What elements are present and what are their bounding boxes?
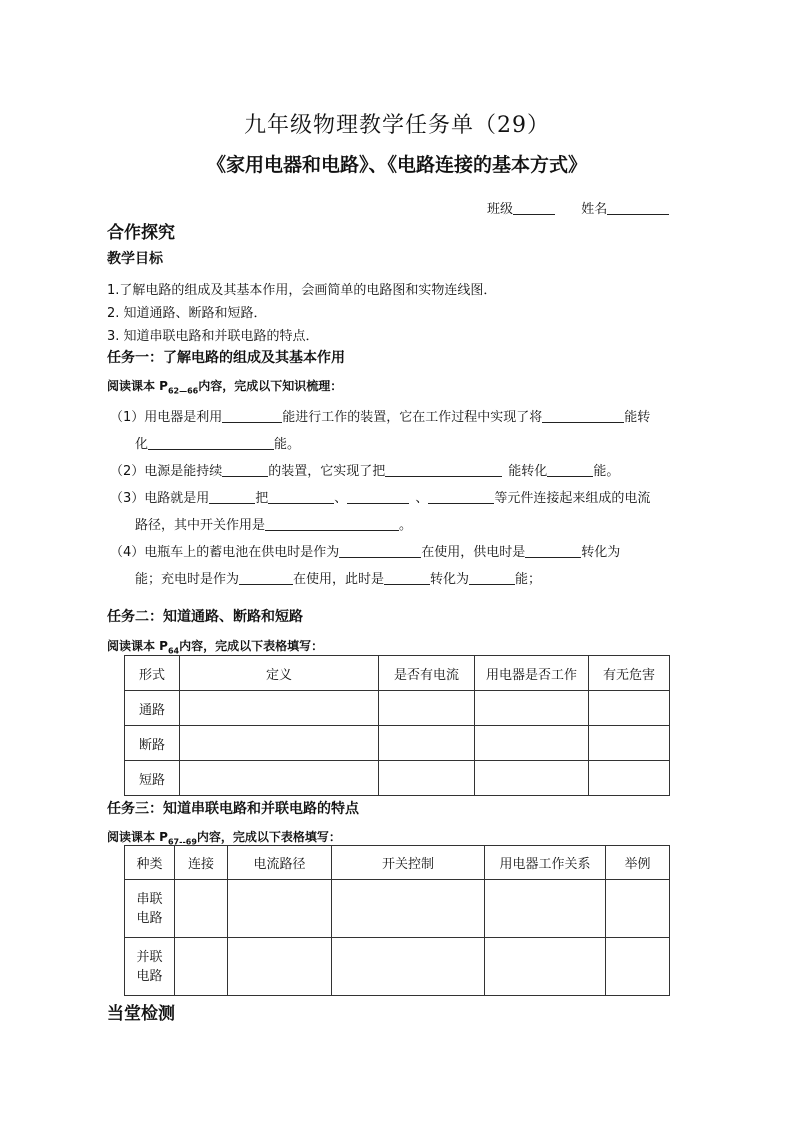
question-3-line-2: 路径，其中开关作用是 。 (135, 518, 413, 533)
answer-cell[interactable] (228, 938, 332, 996)
series-parallel-table (124, 845, 670, 996)
answer-blank[interactable] (222, 408, 282, 423)
question-4-line-2: 能；充电时是作为 在使用，此时是 转化为 能； (135, 572, 542, 587)
answer-cell[interactable] (589, 726, 670, 761)
answer-cell[interactable] (175, 880, 228, 938)
goal-item: 1.了解电路的组成及其基本作用，会画简单的电路图和实物连线图． (107, 283, 497, 298)
answer-blank[interactable] (547, 462, 593, 477)
table-header: 是否有电流 (379, 656, 475, 691)
table-header: 举例 (606, 846, 670, 880)
table-header: 连接 (175, 846, 228, 880)
table-header: 开关控制 (332, 846, 485, 880)
answer-cell[interactable] (379, 726, 475, 761)
answer-cell[interactable] (379, 761, 475, 796)
row-label: 通路 (125, 691, 180, 726)
answer-blank[interactable] (222, 462, 268, 477)
table-header-row (125, 656, 670, 691)
answer-blank[interactable] (525, 543, 581, 558)
question-4-line-1: （4）电瓶车上的蓄电池在供电时是作为 在使用，供电时是 转化为 (110, 545, 621, 560)
goal-item: 2. 知道通路、断路和短路． (107, 306, 267, 321)
answer-blank[interactable] (469, 570, 515, 585)
answer-cell[interactable] (332, 938, 485, 996)
table-header-row (125, 846, 670, 880)
answer-cell[interactable] (175, 938, 228, 996)
answer-cell[interactable] (379, 691, 475, 726)
table-header: 种类 (125, 846, 175, 880)
task2-title: 任务二：知道通路、断路和短路 (107, 609, 303, 625)
answer-blank[interactable] (385, 462, 502, 477)
class-blank[interactable] (513, 200, 555, 215)
task1-title: 任务一：了解电路的组成及其基本作用 (107, 350, 345, 366)
circuit-states-table (124, 655, 670, 796)
row-label: 断路 (125, 726, 180, 761)
answer-blank[interactable] (339, 543, 421, 558)
table-row (125, 938, 670, 996)
answer-cell[interactable] (475, 691, 589, 726)
goal-item: 3. 知道串联电路和并联电路的特点． (107, 329, 319, 344)
answer-blank[interactable] (542, 408, 624, 423)
answer-cell[interactable] (180, 691, 379, 726)
answer-cell[interactable] (475, 726, 589, 761)
table-header: 电流路径 (228, 846, 332, 880)
table-header: 定义 (180, 656, 379, 691)
table-header: 有无危害 (589, 656, 670, 691)
table-row (125, 691, 670, 726)
answer-cell[interactable] (606, 880, 670, 938)
page-title: 九年级物理教学任务单（29） (244, 113, 550, 138)
table-row (125, 880, 670, 938)
table-header: 形式 (125, 656, 180, 691)
answer-blank[interactable] (239, 570, 293, 585)
answer-blank[interactable] (268, 489, 334, 504)
question-1-line-2: 化 能。 (135, 437, 301, 452)
section-heading-classroom-test: 当堂检测 (107, 1004, 175, 1024)
answer-blank[interactable] (148, 435, 274, 450)
answer-cell[interactable] (606, 938, 670, 996)
table-row (125, 726, 670, 761)
row-label: 短路 (125, 761, 180, 796)
answer-cell[interactable] (589, 691, 670, 726)
answer-cell[interactable] (485, 938, 606, 996)
task2-reading: 阅读课本 $P_{64}$内容，完成以下表格填写： (107, 639, 324, 656)
answer-cell[interactable] (228, 880, 332, 938)
answer-cell[interactable] (180, 726, 379, 761)
task3-title: 任务三：知道串联电路和并联电路的特点 (107, 801, 359, 817)
name-blank[interactable] (607, 200, 669, 215)
question-2: （2）电源是能持续 的装置，它实现了把 能转化 能。 (110, 464, 620, 479)
goals-heading: 教学目标 (107, 251, 163, 267)
table-header: 用电器是否工作 (475, 656, 589, 691)
answer-blank[interactable] (428, 489, 494, 504)
answer-cell[interactable] (589, 761, 670, 796)
answer-cell[interactable] (180, 761, 379, 796)
question-3-line-1: （3）电路就是用 把 、 、 等元件连接起来组成的电流 (110, 491, 651, 506)
answer-blank[interactable] (384, 570, 430, 585)
section-heading-cooperative: 合作探究 (107, 223, 175, 243)
answer-cell[interactable] (475, 761, 589, 796)
answer-blank[interactable] (209, 489, 255, 504)
question-1-line-1: （1）用电器是利用 能进行工作的装置，它在工作过程中实现了将 能转 (110, 410, 651, 425)
answer-blank[interactable] (347, 489, 409, 504)
table-header: 用电器工作关系 (485, 846, 606, 880)
table-row (125, 761, 670, 796)
answer-cell[interactable] (332, 880, 485, 938)
task1-reading: 阅读课本 $P_{62—66}$内容，完成以下知识梳理： (107, 379, 343, 396)
name-label: 姓名 (581, 202, 608, 217)
task3-reading: 阅读课本 $P_{67--69}$内容，完成以下表格填写： (107, 830, 341, 847)
row-label: 并联 电路 (125, 938, 175, 996)
row-label: 串联 电路 (125, 880, 175, 938)
page-subtitle: 《家用电器和电路》、《电路连接的基本方式》 (206, 154, 587, 176)
answer-blank[interactable] (265, 516, 399, 531)
class-label: 班级 (487, 202, 514, 217)
class-name-row (487, 198, 669, 217)
answer-cell[interactable] (485, 880, 606, 938)
